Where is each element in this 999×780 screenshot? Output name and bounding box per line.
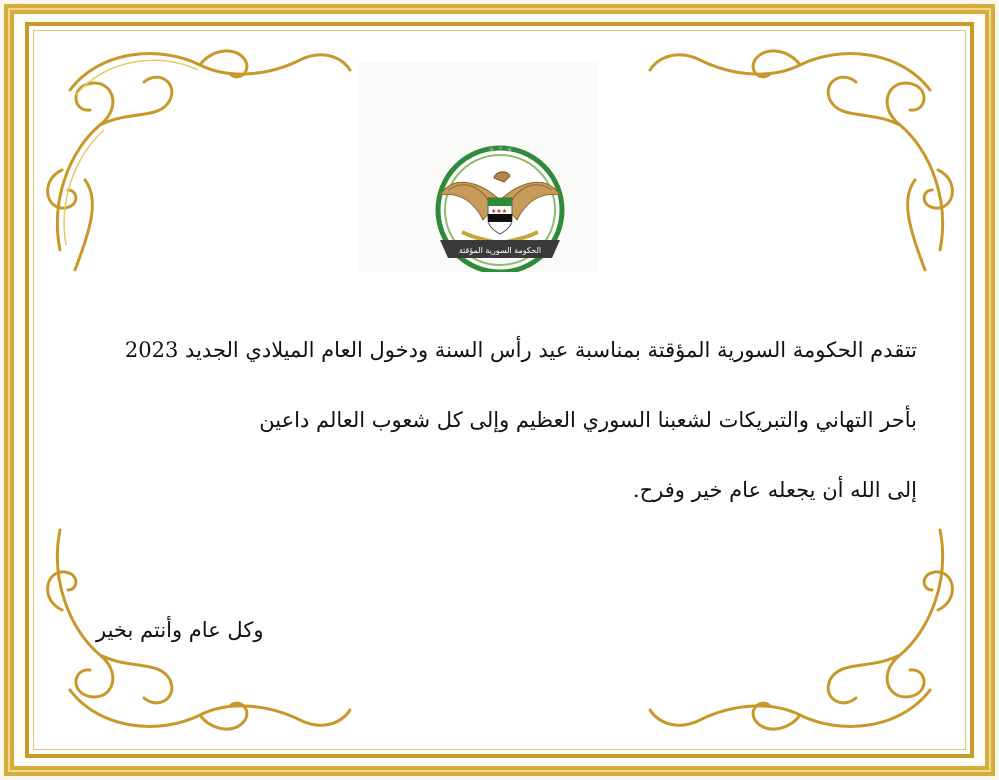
message-line-3: إلى الله أن يجعله عام خير وفرح. [632, 478, 917, 502]
svg-text:★★★: ★★★ [491, 209, 508, 215]
svg-text:★: ★ [498, 146, 504, 152]
eagle-emblem-icon [418, 140, 582, 272]
ornament-bottom-right-icon [630, 510, 960, 750]
message-line-1: تتقدم الحكومة السورية المؤقتة بمناسبة عيد رأس السنة ودخول العام الميلادي الجديد 2023 [124, 338, 917, 362]
ornament-top-left-icon [40, 30, 370, 280]
svg-text:★: ★ [488, 145, 496, 154]
svg-text:★: ★ [506, 145, 514, 154]
ornament-top-right-icon [630, 30, 960, 280]
message-line-2: بأحر التهاني والتبريكات لشعبنا السوري العظيم وإلى كل شعوب العالم داعين [259, 408, 917, 432]
logo-banner-text: الحكومة السورية المؤقتة [458, 246, 542, 255]
closing-greeting: وكل عام وأنتم بخير [96, 618, 264, 642]
